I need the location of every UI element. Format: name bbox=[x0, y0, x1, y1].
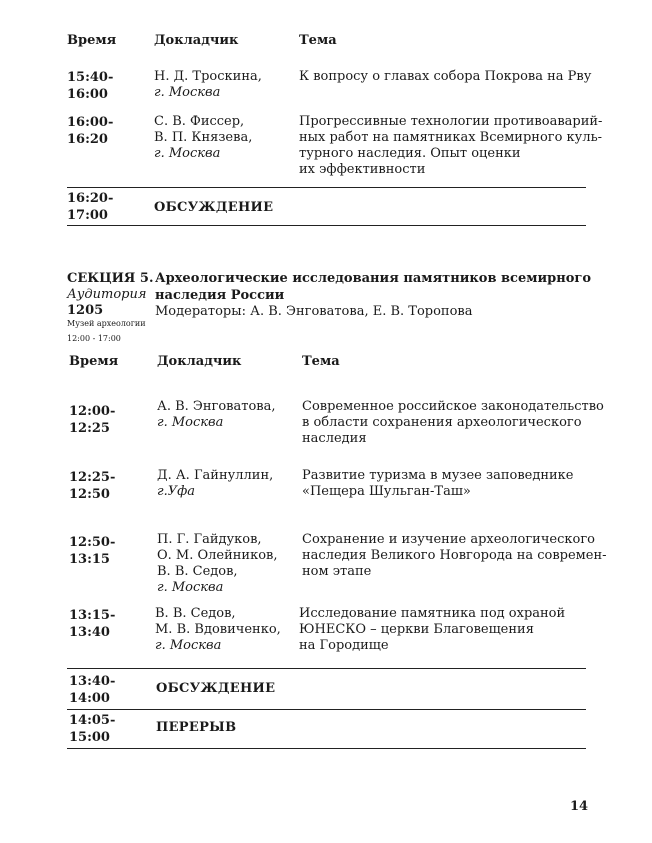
table-row-topic: Прогрессивные технологии противоаварий- ных работ на памятниках Всемирного куль- турного наследия. Опыт оценки их эффективности bbox=[299, 114, 603, 177]
table2-header-topic: Тема bbox=[302, 354, 340, 369]
page-number: 14 bbox=[570, 799, 589, 814]
room-number: 1205 bbox=[67, 303, 104, 318]
museum-name: Музей археологии bbox=[67, 319, 146, 328]
table-row-speakers: С. В. Фиссер, В. П. Князева, г. Москва bbox=[154, 114, 253, 161]
table-row-speakers: А. В. Энговатова, г. Москва bbox=[157, 399, 276, 430]
divider bbox=[67, 709, 586, 710]
section-title: Археологические исследования памятников всемирного наследия России Модераторы: А. В. Энговатова, Е. В. Торопова bbox=[155, 271, 592, 319]
break-label: ПЕРЕРЫВ bbox=[156, 720, 237, 735]
table1-header-time: Время bbox=[67, 33, 117, 48]
table-row-time: 16:00- 16:20 bbox=[67, 115, 114, 147]
divider bbox=[67, 187, 586, 188]
table-row-time: 12:00- 12:25 bbox=[69, 404, 116, 436]
table-row-speakers: В. В. Седов, М. В. Вдовиченко, г. Москва bbox=[155, 606, 281, 653]
table-row-topic: К вопросу о главах собора Покрова на Рву bbox=[299, 69, 592, 84]
section-hours: 12:00 - 17:00 bbox=[67, 334, 121, 343]
table2-header-time: Время bbox=[69, 354, 119, 369]
table-row-time: 12:50- 13:15 bbox=[69, 535, 116, 567]
table-row-time: 13:15- 13:40 bbox=[69, 608, 116, 640]
section-meta bbox=[67, 270, 154, 345]
table-row-speakers: П. Г. Гайдуков, О. М. Олейников, В. В. Седов, г. Москва bbox=[157, 532, 278, 595]
discussion-label: ОБСУЖДЕНИЕ bbox=[154, 200, 274, 215]
table-row-topic: Развитие туризма в музее заповеднике «Пещера Шульган-Таш» bbox=[302, 468, 574, 499]
table-row-speakers: Н. Д. Троскина, г. Москва bbox=[154, 69, 262, 100]
discussion-time: 13:40- 14:00 bbox=[69, 674, 116, 706]
table1-header-speaker: Докладчик bbox=[154, 33, 239, 48]
table-row-topic: Исследование памятника под охраной ЮНЕСКО – церкви Благовещения на Городище bbox=[299, 606, 566, 653]
divider bbox=[67, 748, 586, 749]
table-row-topic: Современное российское законодательство в области сохранения археологического наследия bbox=[302, 399, 604, 446]
table-row-speakers: Д. А. Гайнуллин, г.Уфа bbox=[157, 468, 274, 499]
discussion-time: 16:20- 17:00 bbox=[67, 191, 114, 223]
discussion-label: ОБСУЖДЕНИЕ bbox=[156, 681, 276, 696]
table1-header-topic: Тема bbox=[299, 33, 337, 48]
break-time: 14:05- 15:00 bbox=[69, 713, 116, 745]
table2-header-speaker: Докладчик bbox=[157, 354, 242, 369]
moderators: Модераторы: А. В. Энговатова, Е. В. Торопова bbox=[155, 304, 473, 319]
divider bbox=[67, 668, 586, 669]
divider bbox=[67, 225, 586, 226]
section-label: СЕКЦИЯ 5. bbox=[67, 271, 154, 286]
table-row-time: 15:40- 16:00 bbox=[67, 70, 114, 102]
room-label: Аудитория bbox=[67, 287, 147, 302]
table-row-time: 12:25- 12:50 bbox=[69, 470, 116, 502]
table-row-topic: Сохранение и изучение археологического наследия Великого Новгорода на современ- ном этапе bbox=[302, 532, 607, 579]
